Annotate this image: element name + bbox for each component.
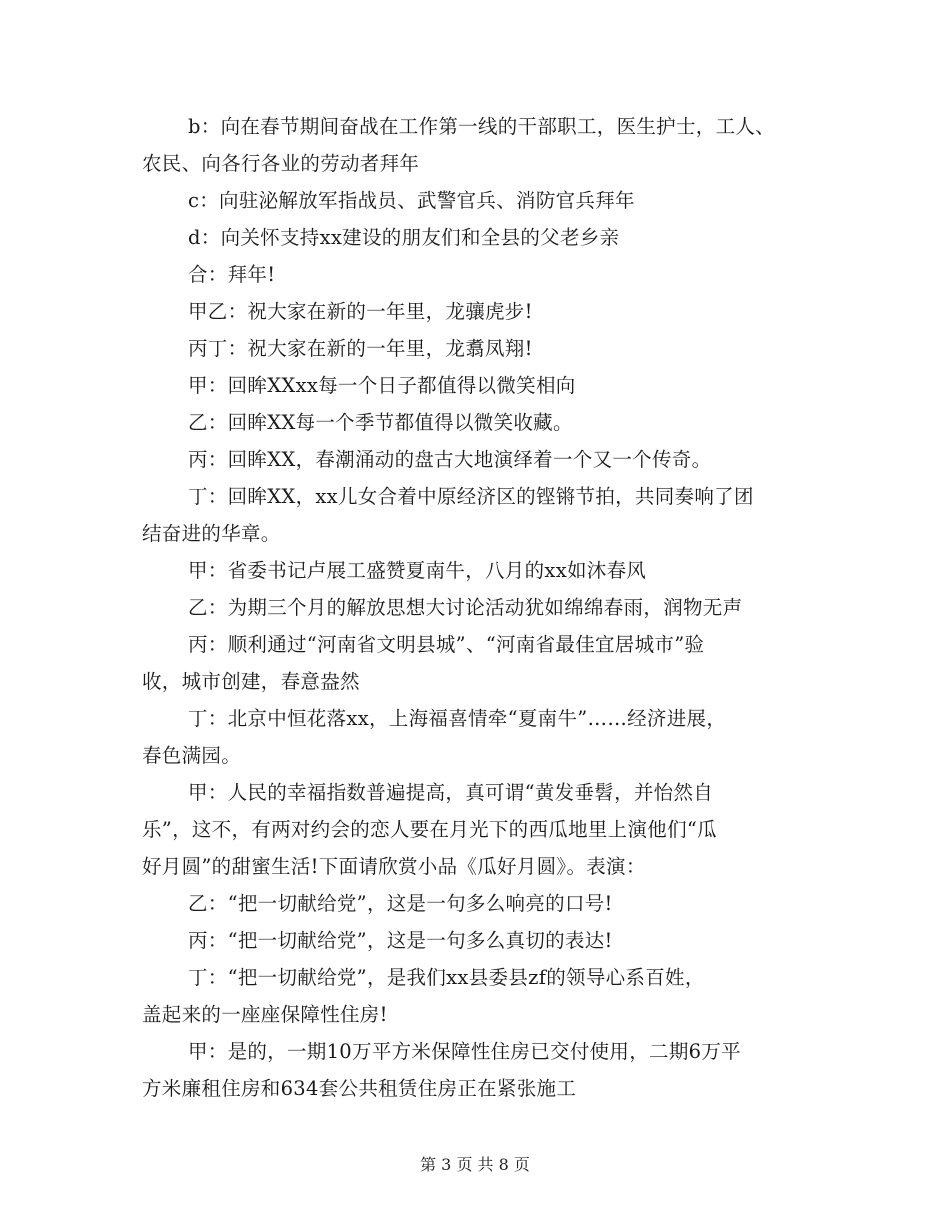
- text-line: 乐”，这不，有两对约会的恋人要在月光下的西瓜地里上演他们“瓜: [142, 818, 717, 841]
- text-line: 乙：“把一切献给党”，这是一句多么响亮的口号!: [188, 892, 613, 915]
- text-line: 甲：省委书记卢展工盛赞夏南牛，八月的xx如沐春风: [188, 559, 647, 582]
- text-line: 丙丁：祝大家在新的一年里，龙翥凤翔!: [188, 337, 533, 360]
- text-line: 丙：“把一切献给党”，这是一句多么真切的表达!: [188, 929, 613, 952]
- text-line: 合：拜年!: [188, 263, 276, 286]
- text-line: 甲：是的，一期10万平方米保障性住房已交付使用，二期6万平: [188, 1040, 741, 1063]
- text-line: 收，城市创建，春意盎然: [142, 670, 360, 693]
- text-line: 丙：回眸XX，春潮涌动的盘古大地演绎着一个又一个传奇。: [188, 448, 712, 471]
- text-line: 结奋进的华章。: [142, 522, 281, 545]
- text-line: 甲乙：祝大家在新的一年里，龙骧虎步!: [188, 300, 533, 323]
- text-line: 乙：回眸XX每一个季节都值得以微笑收藏。: [188, 411, 573, 434]
- text-line: 盖起来的一座座保障性住房!: [142, 1003, 388, 1026]
- text-line: 农民、向各行各业的劳动者拜年: [142, 152, 420, 175]
- text-line: 春色满园。: [142, 744, 242, 767]
- text-line: 方米廉租住房和634套公共租赁住房正在紧张施工: [142, 1077, 577, 1100]
- text-line: b：向在春节期间奋战在工作第一线的干部职工，医生护士，工人、: [188, 115, 775, 138]
- text-line: c：向驻泌解放军指战员、武警官兵、消防官兵拜年: [188, 189, 635, 212]
- text-line: 好月圆”的甜蜜生活!下面请欣赏小品《瓜好月圆》。表演：: [142, 855, 646, 878]
- text-line: 丁：“把一切献给党”，是我们xx县委县zf的领导心系百姓，: [188, 966, 705, 989]
- text-line: 乙：为期三个月的解放思想大讨论活动犹如绵绵春雨，润物无声: [188, 596, 743, 619]
- text-line: 甲：回眸XXxx每一个日子都值得以微笑相向: [188, 374, 576, 397]
- text-line: 丁：北京中恒花落xx，上海福喜情牵“夏南牛”……经济进展，: [188, 707, 727, 730]
- text-line: d：向关怀支持xx建设的朋友们和全县的父老乡亲: [188, 226, 620, 249]
- text-line: 丁：回眸XX，xx儿女合着中原经济区的铿锵节拍，共同奏响了团: [188, 485, 754, 508]
- text-line: 丙：顺利通过“河南省文明县城”、“河南省最佳宜居城市”验: [188, 633, 705, 656]
- page-footer: 第 3 页 共 8 页: [420, 1155, 530, 1174]
- text-line: 甲：人民的幸福指数普遍提高，真可谓“黄发垂髫，并怡然自: [188, 781, 714, 804]
